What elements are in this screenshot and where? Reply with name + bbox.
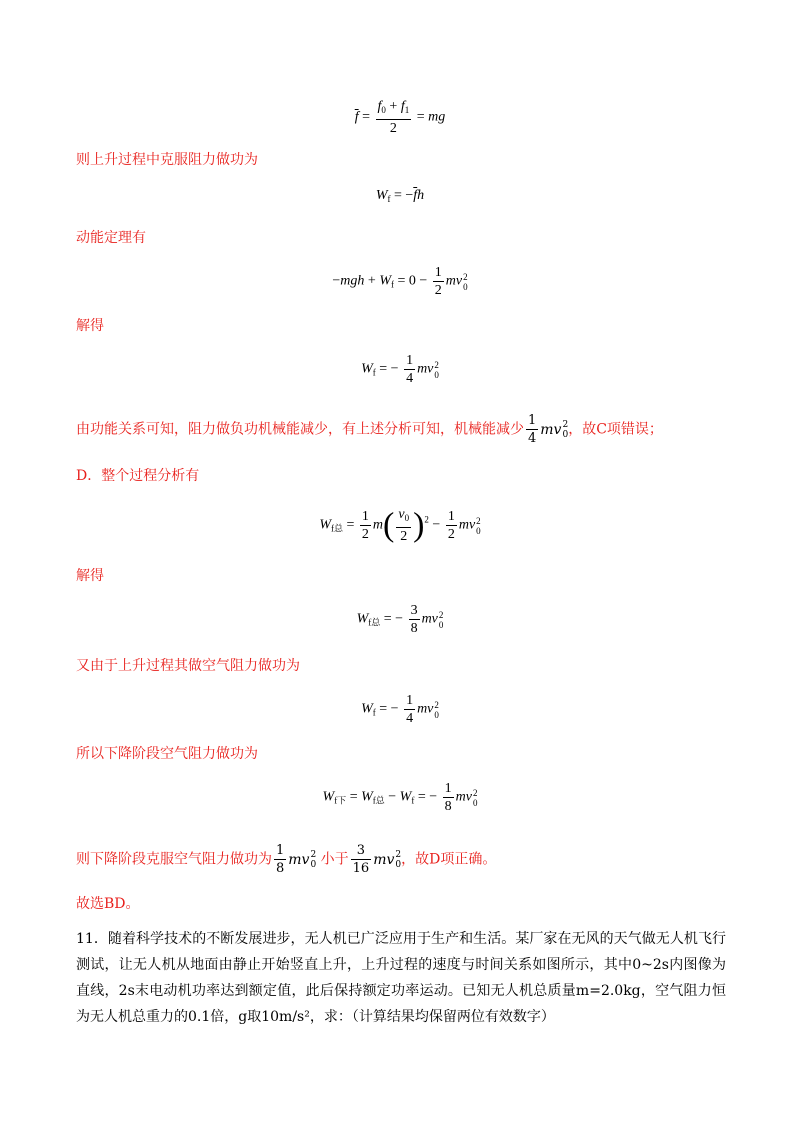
- text-answer: 故选BD。: [76, 896, 140, 912]
- text-solve-2: 解得: [76, 568, 104, 584]
- equation-upward-air-work: $W_f$ = − $\frac{1}{4}$ mv 2 0: [361, 693, 439, 726]
- text-upward-work: 则上升过程中克服阻力做功为: [76, 152, 258, 168]
- equation-solve-1: $W_f$ = − $\frac{1}{4}$ mv 2 0: [361, 353, 439, 386]
- text-upward-air-work: 又由于上升过程其做空气阻力做功为: [76, 658, 300, 674]
- equation-downward-air-work: $W_{f下} = W_{f总} - W_f$ = − $\frac{1}{8}$ mv 2 0: [322, 781, 478, 814]
- text-energy-loss: 由功能关系可知，阻力做负功机械能减少，有上述分析可知，机械能减少 $\frac{1}{4}$ mv 2 0 ，故C项错误；: [76, 413, 663, 446]
- equation-work-friction: $W_f = -\overline{f}h$: [375, 188, 425, 204]
- text-option-d-conclusion: 则下降阶段克服空气阻力做功为 $\frac{1}{8}$ mv 2 0 小于 $\frac{3}{16}$ mv 2 0 ，故D项正确。: [76, 843, 497, 876]
- text-kinetic-theorem: 动能定理有: [76, 230, 146, 246]
- equation-average-friction: $\overline{f}$ = $\frac{f_0 + f_1}{2}$ = mg: [354, 99, 446, 136]
- text-downward-air-work: 所以下降阶段空气阻力做功为: [76, 746, 258, 762]
- equation-solve-2: $W_{f总}$ = − $\frac{3}{8}$ mv 2 0: [356, 603, 444, 636]
- text-solve-1: 解得: [76, 318, 104, 334]
- text-option-d: D．整个过程分析有: [76, 468, 200, 484]
- equation-total-process: $W_{f总}$ = $\frac{1}{2}$ m( $\frac{v_0}{2}$ )$^2$ − $\frac{1}{2}$ mv 2 0: [319, 506, 481, 544]
- question-11: 11．随着科学技术的不断发展进步，无人机已广泛应用于生产和生活。某厂家在无风的天气做无人机飞行测试，让无人机从地面由静止开始竖直上升，上升过程的速度与时间关系如图所示，其中0~2s内图像为直线，2s末电动机功率达到额定值，此后保持额定功率运动。已知无人机总质量m=2.0kg，空气阻力恒为无人机总重力的0.1倍，g取10m/s²，求：（计算结果均保留两位有效数字）: [76, 931, 726, 1025]
- equation-kinetic-energy: $-mgh + W_f = 0$ − $\frac{1}{2}$ mv 2 0: [332, 265, 468, 298]
